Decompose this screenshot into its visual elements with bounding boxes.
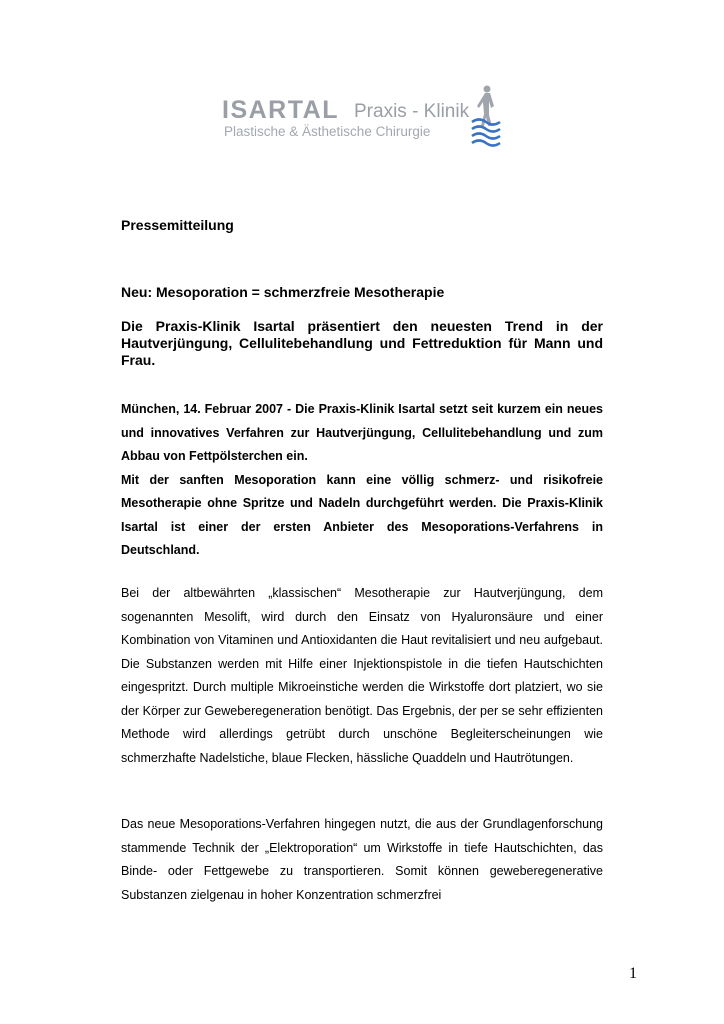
body-paragraph-2: Das neue Mesoporations-Verfahren hingegen nutzt, die aus der Grundlagenforschung stammende Technik der „Elektroporation“ um Wirkstoffe in tiefe Hautschichten, das Binde- oder Fettgewebe zu transportieren. Somit können geweberegenerative Substanzen zielgenau in hoher Konzentration schmerzfrei [121, 817, 603, 902]
lead-paragraph-1: München, 14. Februar 2007 - Die Praxis-Klinik Isartal setzt seit kurzem ein neues und innovatives Verfahren zur Hautverjüngung, Cellulitebehandlung und zum Abbau von Fettpölsterchen ein. [121, 402, 603, 463]
logo-brand-suffix: Praxis - Klinik [354, 101, 470, 122]
subheadline: Die Praxis-Klinik Isartal präsentiert den neuesten Trend in der Hautverjüngung, Cellulitebehandlung und Fettreduktion für Mann und Frau. [121, 318, 603, 368]
document-label: Pressemitteilung [121, 217, 234, 233]
logo-brand: ISARTAL [222, 96, 339, 124]
logo-figure-icon [470, 84, 502, 152]
clinic-logo [222, 84, 512, 154]
body-paragraph-1: Bei der altbewährten „klassischen“ Mesotherapie zur Hautverjüngung, dem sogenannten Mesolift, wird durch den Einsatz von Hyaluronsäure und einer Kombination von Vitaminen und Antioxidanten die Haut revitalisiert und neu aufgebaut. Die Substanzen werden mit Hilfe einer Injektionspistole in die tiefen Hautschichten eingespritzt. Durch multiple Mikroeinstiche werden die Wirkstoffe dort platziert, wo sie der Körper zur Geweberegeneration benötigt. Das Ergebnis, der per se sehr effizienten Methode wird allerdings getrübt durch unschöne Begleiterscheinungen wie schmerzhafte Nadelstiche, blaue Flecken, hässliche Quaddeln und Hautrötungen. [121, 586, 603, 765]
lead-paragraph-2: Mit der sanften Mesoporation kann eine völlig schmerz- und risikofreie Mesotherapie ohne Spritze und Nadeln durchgeführt werden. Die Praxis-Klinik Isartal ist einer der ersten Anbieter des Mesoporations-Verfahrens in Deutschland. [121, 472, 603, 557]
page-number: 1 [629, 965, 637, 982]
logo-tagline: Plastische & Ästhetische Chirurgie [224, 124, 431, 139]
headline: Neu: Mesoporation = schmerzfreie Mesotherapie [121, 284, 445, 300]
